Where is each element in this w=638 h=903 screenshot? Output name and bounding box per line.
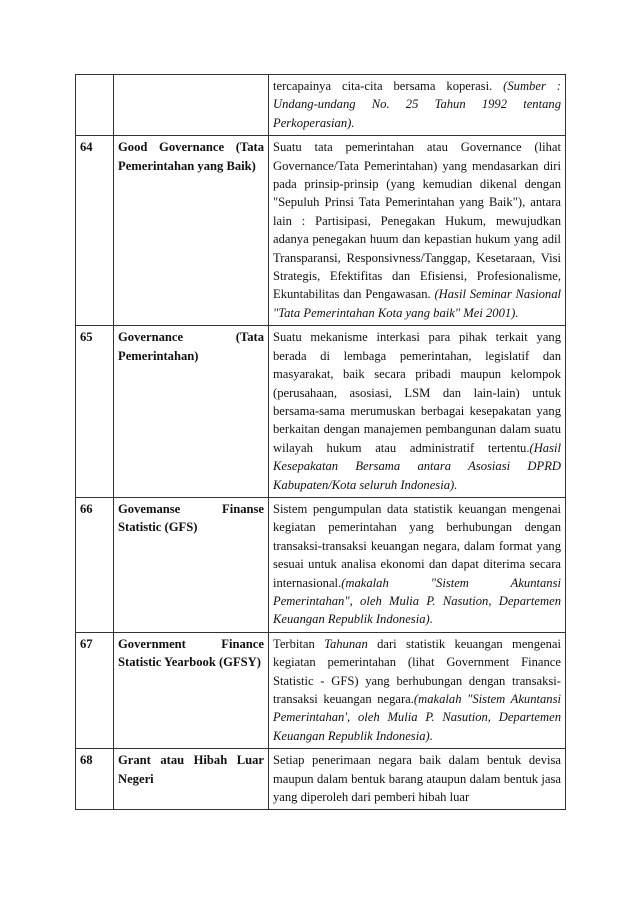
- definition-cell: [269, 749, 566, 810]
- term-cell: Governance (Tata Pemerintahan): [114, 326, 269, 498]
- row-number: [76, 75, 114, 136]
- term-cell: Good Governance (Tata Pemerintahan yang Baik): [114, 136, 269, 326]
- term-cell: Grant atau Hibah Luar Negeri: [114, 749, 269, 810]
- definition-cell: [269, 497, 566, 632]
- definition-source: (makalah "Sistem Akuntansi Pemerintahan", oleh Mulia P. Nasution, Departemen Keuangan Republik Indonesia).: [273, 575, 561, 627]
- term-cell: Govemanse Finanse Statistic (GFS): [114, 497, 269, 632]
- row-number: 68: [76, 749, 114, 810]
- definition-source: (Hasil Kesepakatan Bersama antara Asosiasi DPRD Kabupaten/Kota seluruh Indonesia).: [273, 440, 561, 492]
- table-row: [76, 749, 566, 810]
- definition-text-cont: dari statistik keuangan mengenai kegiatan pemerintahan (lihat Government Finance Statistic - GFS) yang berhubungan dengan transaksi-transaksi keuangan negara.: [273, 636, 561, 706]
- definition-cell: [269, 136, 566, 326]
- definition-cell: [269, 75, 566, 136]
- definition-source: (Sumber : Undang-undang No. 25 Tahun 1992 tentang Perkoperasian).: [273, 79, 561, 130]
- table-row: [76, 326, 566, 498]
- definition-text: Terbitan: [273, 636, 325, 651]
- definition-text: Setiap penerimaan negara baik dalam bentuk devisa maupun dalam bentuk barang ataupun dalam bentuk jasa yang diperoleh dari pemberi hibah luar: [273, 753, 561, 805]
- definition-text: Suatu mekanisme interkasi para pihak terkait yang berada di lembaga pemerintahan, legislatif dan masyarakat, baik secara pribadi maupun kelompok (perusahaan, asosiasi, LSM dan lain-lain) untuk bersama-sama merumuskan berbagai kesepakatan yang berkaitan dengan manajemen pembangunan dalam suatu wilayah hukum atau administratif tertentu.: [273, 330, 561, 455]
- table-row: [76, 75, 566, 136]
- table-row: [76, 497, 566, 632]
- definition-cell: [269, 326, 566, 498]
- definition-source: (makalah "Sistem Akuntansi Pemerintahan', oleh Mulia P. Nasution, Departemen Keuangan Republik Indonesia).: [273, 692, 561, 743]
- definition-cell: [269, 632, 566, 748]
- definition-source: (Hasil Seminar Nasional "Tata Pemerintahan Kota yang baik" Mei 2001).: [273, 287, 562, 320]
- row-number: 67: [76, 632, 114, 748]
- row-number: 65: [76, 326, 114, 498]
- table-row: [76, 632, 566, 748]
- term-cell: [114, 75, 269, 136]
- table-row: [76, 136, 566, 326]
- glossary-table: [75, 74, 566, 810]
- term-cell: Government Finance Statistic Yearbook (GFSY): [114, 632, 269, 748]
- row-number: 64: [76, 136, 114, 326]
- definition-text: tercapainya cita-cita bersama koperasi.: [273, 79, 504, 93]
- definition-emphasis: Tahunan: [324, 636, 368, 651]
- definition-text: Suatu tata pemerintahan atau Governance (lihat Governance/Tata Pemerintahan) yang mendasarkan diri pada prinsip-prinsip (yang kemudian dikenal dengan "Sepuluh Prinsi Tata Pemerintahan yang Baik"), antara lain : Partisipasi, Penegakan Hukum, mewujudkan adanya penegakan huum dan kepastian hukum yang adil Transparansi, Responsivness/Tanggap, Kesetaraan, Visi Strategis, Efektifitas dan Efisiensi, Profesionalisme, Ekuntabilitas dan Pengawasan.: [273, 140, 561, 302]
- row-number: 66: [76, 497, 114, 632]
- definition-text: Sistem pengumpulan data statistik keuangan mengenai kegiatan pemerintahan yang berhubungan dengan transaksi-transaksi keuangan negara, dalam format yang sesuai untuk analisa ekonomi dan dapat diterima secara internasional.: [273, 501, 561, 590]
